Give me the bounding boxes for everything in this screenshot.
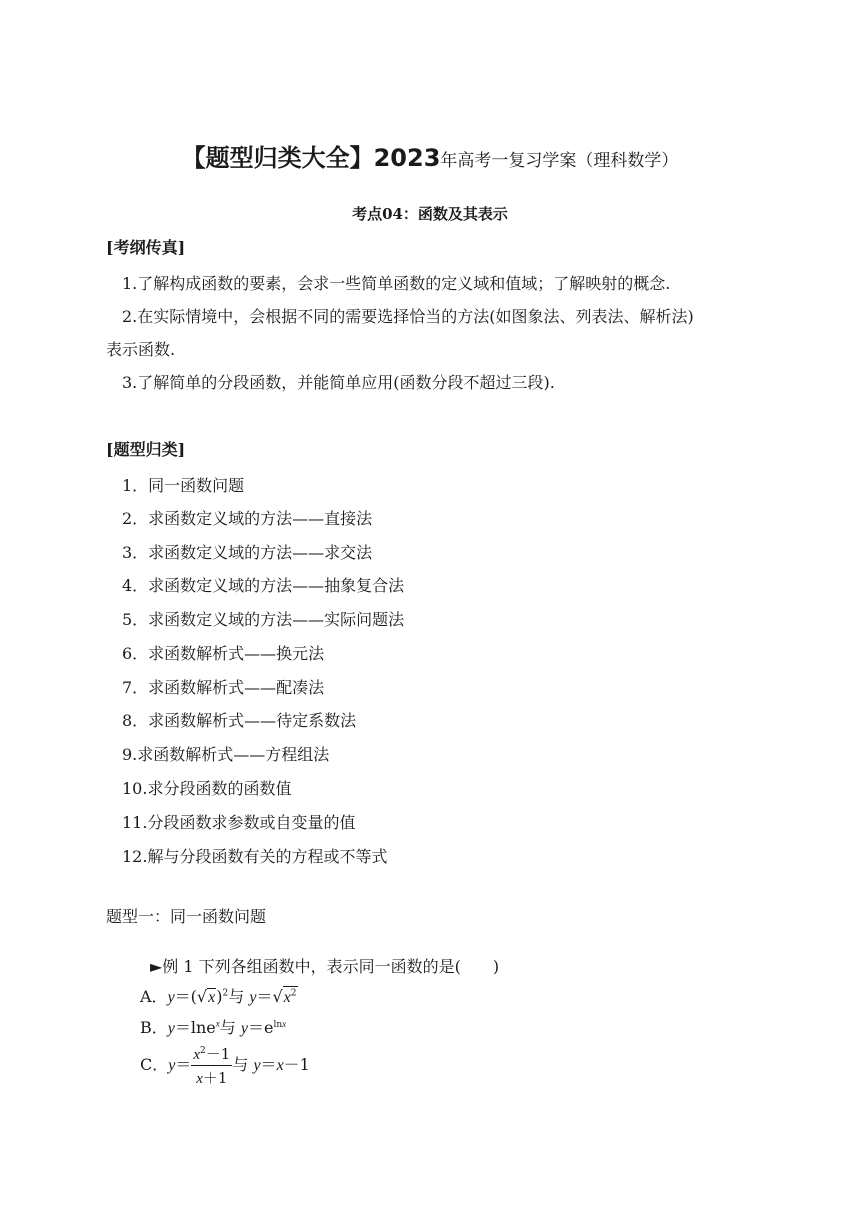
category-item: 7．求函数解析式——配凑法 [122, 678, 325, 697]
category-item: 4．求函数定义域的方法——抽象复合法 [122, 576, 405, 595]
option-a: A．$y=(√x)^2$与 $y=√x^2$ [140, 987, 297, 1006]
example-1-question: ►例 1 下列各组函数中，表示同一函数的是( ) [150, 957, 500, 976]
syllabus-heading: [考纲传真] [106, 238, 186, 257]
category-item: 9.求函数解析式——方程组法 [122, 745, 330, 764]
page-title: 【题型归类大全】2023年高考一复习学案（理科数学） [181, 144, 679, 172]
category-item: 12.解与分段函数有关的方程或不等式 [122, 847, 388, 866]
syllabus-item: 1.了解构成函数的要素，会求一些简单函数的定义域和值域；了解映射的概念. [122, 274, 671, 293]
categories-heading: [题型归类] [106, 440, 186, 459]
option-b: B．y＝lne$^x$与 $y=e^{lnx}$ [140, 1018, 287, 1037]
category-item: 8．求函数解析式——待定系数法 [122, 711, 357, 730]
category-item: 1．同一函数问题 [122, 476, 245, 495]
fraction: $\frac{x^2-1}{x+1}$ [193, 1045, 231, 1087]
category-item: 10.求分段函数的函数值 [122, 779, 292, 798]
category-item: 3．求函数定义域的方法——求交法 [122, 543, 373, 562]
category-item: 5．求函数定义域的方法——实际问题法 [122, 610, 405, 629]
type1-heading: 题型一：同一函数问题 [106, 907, 267, 926]
page-subtitle: 考点04：函数及其表示 [352, 205, 508, 223]
category-item: 11.分段函数求参数或自变量的值 [122, 813, 356, 832]
syllabus-item: 2.在实际情境中，会根据不同的需要选择恰当的方法(如图象法、列表法、解析法) [122, 307, 694, 326]
syllabus-item: 表示函数. [106, 340, 176, 359]
category-item: 2．求函数定义域的方法——直接法 [122, 509, 373, 528]
option-c: C．y＝ $\frac{x^2-1}{x+1}$ 与 y＝x－1 [140, 1045, 310, 1087]
syllabus-item: 3.了解简单的分段函数，并能简单应用(函数分段不超过三段). [122, 373, 555, 392]
category-item: 6．求函数解析式——换元法 [122, 644, 325, 663]
